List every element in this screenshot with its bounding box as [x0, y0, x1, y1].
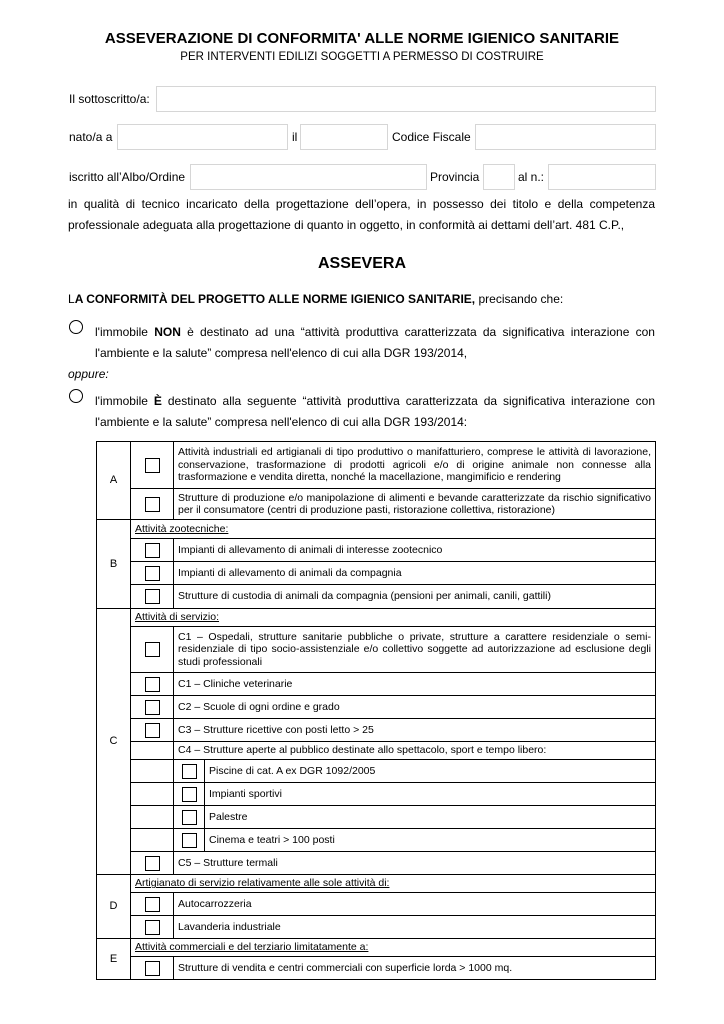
document-subtitle: PER INTERVENTI EDILIZI SOGGETTI A PERMESSO DI COSTRUIRE — [180, 51, 544, 63]
activity-e-1: Strutture di vendita e centri commerciali con superficie lorda > 1000 mq. — [174, 957, 656, 980]
table-row — [97, 875, 656, 893]
category-c-letter: C — [97, 609, 131, 875]
activity-c4-3: Palestre — [205, 806, 656, 829]
activities-table — [96, 441, 656, 980]
option-non-radio[interactable] — [69, 320, 83, 334]
option-e-line-1 — [95, 391, 655, 412]
activity-b-3: Strutture di custodia di animali da compagnia (pensioni per animali, canili, gattili) — [174, 585, 656, 609]
provincia-field[interactable] — [483, 164, 515, 190]
checkbox-cell — [131, 539, 174, 562]
activity-c4: C4 – Strutture aperte al pubblico destinate allo spettacolo, sport e tempo libero: — [174, 742, 656, 760]
activity-c4-2: Impianti sportivi — [205, 783, 656, 806]
checkbox[interactable] — [145, 642, 160, 657]
conformita-lead: L — [68, 292, 75, 306]
activity-c1-vet: C1 – Cliniche veterinarie — [174, 673, 656, 696]
activity-b-2: Impianti di allevamento di animali da compagnia — [174, 562, 656, 585]
conformita-rest: precisando che: — [475, 292, 564, 306]
checkbox[interactable] — [182, 810, 197, 825]
table-row — [97, 916, 656, 939]
section-c-heading: Attività di servizio: — [131, 609, 656, 627]
checkbox[interactable] — [145, 961, 160, 976]
checkbox[interactable] — [145, 920, 160, 935]
checkbox[interactable] — [145, 677, 160, 692]
checkbox-cell — [131, 852, 174, 875]
checkbox[interactable] — [145, 497, 160, 512]
albo-label: iscritto all’Albo/Ordine — [69, 170, 186, 184]
table-row — [97, 742, 656, 760]
table-row — [97, 673, 656, 696]
activity-d-2: Lavanderia industriale — [174, 916, 656, 939]
checkbox-cell — [131, 442, 174, 489]
category-e-letter: E — [97, 939, 131, 980]
table-row — [97, 893, 656, 916]
birthplace-field[interactable] — [117, 124, 288, 150]
table-row — [97, 852, 656, 875]
activity-c4-1: Piscine di cat. A ex DGR 1092/2005 — [205, 760, 656, 783]
activity-c1: C1 – Ospedali, strutture sanitarie pubbliche o private, strutture a carattere residenziale o semi-residenziale di tipo socio-assistenziale e/o collettivo soggette ad autorizzazione ad esclusione degli studi professionali — [174, 627, 656, 673]
activity-c5: C5 – Strutture termali — [174, 852, 656, 875]
option-non-pre: l'immobile — [95, 325, 155, 339]
checkbox[interactable] — [182, 787, 197, 802]
oppure-label: oppure: — [68, 367, 109, 381]
checkbox[interactable] — [182, 764, 197, 779]
table-row — [97, 585, 656, 609]
table-row — [97, 489, 656, 520]
checkbox-cell — [131, 957, 174, 980]
checkbox-cell — [131, 719, 174, 742]
category-b-letter: B — [97, 520, 131, 609]
checkbox[interactable] — [145, 723, 160, 738]
checkbox[interactable] — [145, 458, 160, 473]
codice-fiscale-label: Codice Fiscale — [392, 130, 471, 144]
checkbox-cell — [131, 627, 174, 673]
activity-a-2: Strutture di produzione e/o manipolazione di alimenti e bevande caratterizzate da rischio significativo per il consumatore (centri di produzione pasti, ristorazione collettiva, ristorazione) — [174, 489, 656, 520]
table-row — [97, 562, 656, 585]
il-label: il — [292, 130, 298, 144]
section-e-heading: Attività commerciali e del terziario limitatamente a: — [131, 939, 656, 957]
checkbox-cell — [131, 916, 174, 939]
activity-c2: C2 – Scuole di ogni ordine e grado — [174, 696, 656, 719]
category-a-letter: A — [97, 442, 131, 520]
empty-cell — [131, 742, 174, 760]
table-row — [97, 539, 656, 562]
checkbox[interactable] — [145, 897, 160, 912]
sottoscritto-label: Il sottoscritto/a: — [69, 92, 150, 106]
table-row — [97, 760, 656, 783]
assevera-heading: ASSEVERA — [317, 255, 407, 272]
checkbox-cell — [174, 806, 205, 829]
activity-b-1: Impianti di allevamento di animali di interesse zootecnico — [174, 539, 656, 562]
empty-cell — [131, 783, 174, 806]
activity-a-1: Attività industriali ed artigianali di tipo produttivo o manifatturiero, comprese le attività di lavorazione, conservazione, trasformazione di prodotti agricoli e/o di origine animale non connesse alla trasformazione e vendita diretta, nonché la macellazione, mangimificio e rendering — [174, 442, 656, 489]
checkbox-cell — [131, 562, 174, 585]
table-row — [97, 520, 656, 539]
provincia-label: Provincia — [430, 170, 480, 184]
checkbox-cell — [131, 585, 174, 609]
intro-line-1: in qualità di tecnico incaricato della progettazione dell’opera, in possesso dei titolo e della competenza — [68, 197, 655, 211]
nato-label: nato/a a — [69, 130, 113, 144]
checkbox-cell — [174, 760, 205, 783]
checkbox-cell — [131, 673, 174, 696]
option-e-line-2: l'ambiente e la salute” compresa nell'elenco di cui alla DGR 193/2014: — [95, 415, 468, 429]
document-title: ASSEVERAZIONE DI CONFORMITA' ALLE NORME IGIENICO SANITARIE — [104, 30, 620, 47]
checkbox[interactable] — [145, 566, 160, 581]
conformita-statement — [68, 292, 563, 306]
checkbox[interactable] — [145, 589, 160, 604]
category-d-letter: D — [97, 875, 131, 939]
checkbox-cell — [131, 893, 174, 916]
activity-c4-4: Cinema e teatri > 100 posti — [205, 829, 656, 852]
checkbox[interactable] — [145, 700, 160, 715]
table-row — [97, 719, 656, 742]
birthdate-field[interactable] — [300, 124, 388, 150]
table-row — [97, 939, 656, 957]
table-row — [97, 829, 656, 852]
checkbox[interactable] — [145, 543, 160, 558]
intro-line-2: professionale adeguata alla progettazione di quanto in oggetto, in conformità ai dettami dell’art. 481 C.P., — [68, 218, 625, 232]
table-row — [97, 609, 656, 627]
option-non-rest: è destinato ad una “attività produttiva caratterizzata da significativa interazione con — [180, 325, 655, 339]
option-e-pre: l'immobile — [95, 394, 154, 408]
conformita-bold: A CONFORMITÀ DEL PROGETTO ALLE NORME IGIENICO SANITARIE, — [74, 292, 476, 306]
section-b-heading: Attività zootecniche: — [131, 520, 656, 539]
activity-d-1: Autocarrozzeria — [174, 893, 656, 916]
codice-fiscale-field[interactable] — [475, 124, 656, 150]
activity-c3: C3 – Strutture ricettive con posti letto > 25 — [174, 719, 656, 742]
option-non-line-1 — [95, 322, 655, 343]
table-row — [97, 806, 656, 829]
table-row — [97, 442, 656, 489]
option-non-bold: NON — [154, 325, 181, 339]
section-d-heading: Artigianato di servizio relativamente alle sole attività di: — [131, 875, 656, 893]
checkbox-cell — [131, 696, 174, 719]
table-row — [97, 783, 656, 806]
checkbox[interactable] — [145, 856, 160, 871]
al-n-label: al n.: — [518, 170, 545, 184]
checkbox-cell — [131, 489, 174, 520]
checkbox[interactable] — [182, 833, 197, 848]
option-e-radio[interactable] — [69, 389, 83, 403]
albo-number-field[interactable] — [548, 164, 656, 190]
albo-field[interactable] — [190, 164, 427, 190]
empty-cell — [131, 760, 174, 783]
option-e-bold: È — [153, 394, 162, 408]
table-row — [97, 957, 656, 980]
empty-cell — [131, 829, 174, 852]
table-row — [97, 627, 656, 673]
empty-cell — [131, 806, 174, 829]
option-e-rest: destinato alla seguente “attività produttiva caratterizzata da significativa interazione con — [161, 394, 655, 408]
checkbox-cell — [174, 829, 205, 852]
option-non-line-2: l'ambiente e la salute” compresa nell'elenco di cui alla DGR 193/2014, — [95, 346, 468, 360]
table-row — [97, 696, 656, 719]
sottoscritto-field[interactable] — [156, 86, 656, 112]
checkbox-cell — [174, 783, 205, 806]
